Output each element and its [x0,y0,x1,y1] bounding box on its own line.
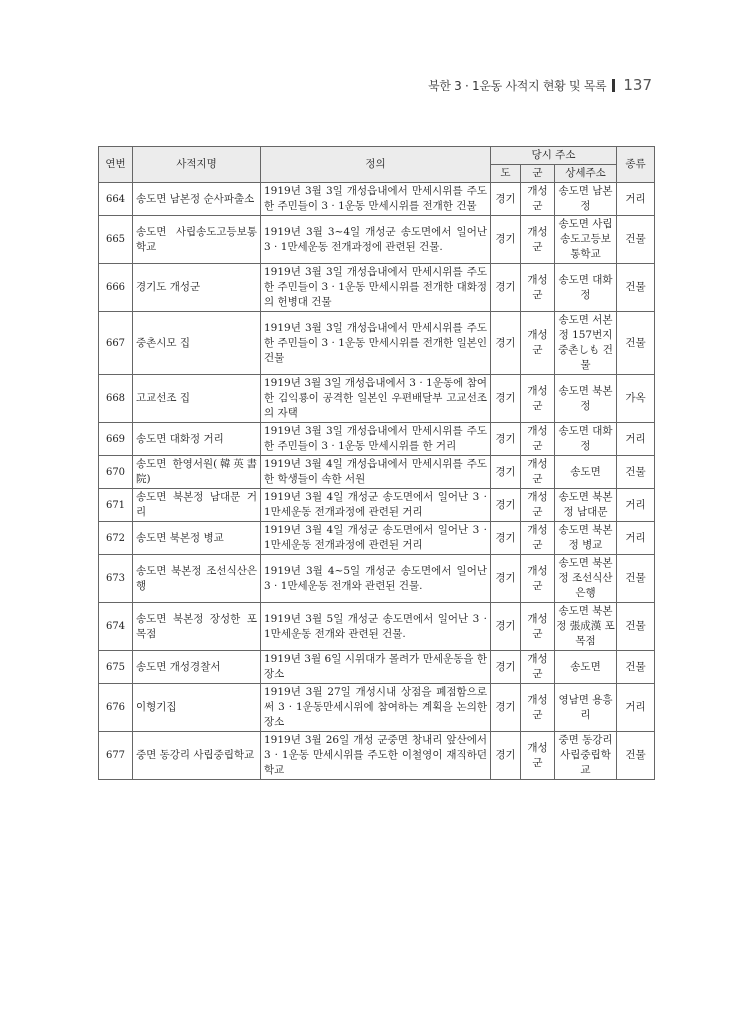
historic-sites-table [98,146,655,780]
detail-address-cell: 송도면 사립송도고등보통학교 [555,216,617,264]
row-number-cell: 674 [99,603,133,651]
row-number-cell: 668 [99,375,133,423]
table-row [99,732,655,780]
county-cell: 개성군 [521,312,555,375]
detail-address-cell: 송도면 북본정 張成漢 포목점 [555,603,617,651]
site-name-cell: 이형기집 [133,684,261,732]
province-cell: 경기 [491,684,521,732]
table-row [99,183,655,216]
site-definition-cell: 1919년 3월 5일 개성군 송도면에서 일어난 3 · 1만세운동 전개와 관련된 건물. [261,603,491,651]
province-cell: 경기 [491,423,521,456]
detail-address-cell: 송도면 북본정 병교 [555,522,617,555]
site-definition-cell: 1919년 3월 3~4일 개성군 송도면에서 일어난 3 · 1만세운동 전개과정에 관련된 건물. [261,216,491,264]
site-name-cell: 송도면 북본정 조선식산은행 [133,555,261,603]
detail-address-cell: 송도면 대화정 [555,264,617,312]
table-row [99,375,655,423]
table-row [99,522,655,555]
site-definition-cell: 1919년 3월 4~5일 개성군 송도면에서 일어난 3 · 1만세운동 전개와 관련된 건물. [261,555,491,603]
county-cell: 개성군 [521,264,555,312]
table-row [99,312,655,375]
row-number-cell: 672 [99,522,133,555]
detail-address-cell: 송도면 대화정 [555,423,617,456]
site-definition-cell: 1919년 3월 3일 개성읍내에서 만세시위를 주도한 주민들이 3 · 1운동 만세시위를 전개한 건물 [261,183,491,216]
site-definition-cell: 1919년 3월 4일 개성군 송도면에서 일어난 3 · 1만세운동 전개과정에 관련된 거리 [261,489,491,522]
site-kind-cell: 건물 [617,264,655,312]
province-cell: 경기 [491,375,521,423]
row-number-cell: 670 [99,456,133,489]
site-name-cell: 경기도 개성군 [133,264,261,312]
site-kind-cell: 건물 [617,555,655,603]
table-row [99,651,655,684]
site-name-cell: 중면 동강리 사립중립학교 [133,732,261,780]
site-kind-cell: 건물 [617,456,655,489]
table-row [99,684,655,732]
detail-address-cell: 송도면 서본정 157번지 중촌しも 건물 [555,312,617,375]
county-cell: 개성군 [521,216,555,264]
row-number-cell: 676 [99,684,133,732]
row-number-cell: 669 [99,423,133,456]
col-header-kind: 종류 [617,147,655,183]
province-cell: 경기 [491,183,521,216]
site-definition-cell: 1919년 3월 3일 개성읍내에서 만세시위를 주도한 주민들이 3 · 1운동 만세시위를 한 거리 [261,423,491,456]
site-definition-cell: 1919년 3월 4일 개성읍내에서 만세시위를 주도한 학생들이 속한 서원 [261,456,491,489]
site-kind-cell: 건물 [617,312,655,375]
table-row [99,603,655,651]
header-divider-bar [612,79,615,92]
running-title: 북한 3 · 1운동 사적지 현황 및 목록 [428,79,607,93]
province-cell: 경기 [491,555,521,603]
province-cell: 경기 [491,264,521,312]
site-name-cell: 송도면 북본정 장성한 포목점 [133,603,261,651]
site-name-cell: 송도면 개성경찰서 [133,651,261,684]
county-cell: 개성군 [521,456,555,489]
county-cell: 개성군 [521,522,555,555]
site-kind-cell: 거리 [617,489,655,522]
table-row [99,264,655,312]
site-kind-cell: 거리 [617,522,655,555]
col-header-num: 연번 [99,147,133,183]
col-header-county: 군 [521,165,555,183]
site-definition-cell: 1919년 3월 6일 시위대가 몰려가 만세운동을 한 장소 [261,651,491,684]
row-number-cell: 671 [99,489,133,522]
province-cell: 경기 [491,651,521,684]
site-name-cell: 송도면 북본정 병교 [133,522,261,555]
row-number-cell: 677 [99,732,133,780]
row-number-cell: 664 [99,183,133,216]
site-name-cell: 송도면 한영서원(韓英書院) [133,456,261,489]
site-name-cell: 송도면 남본정 순사파출소 [133,183,261,216]
site-definition-cell: 1919년 3월 3일 개성읍내에서 만세시위를 주도한 주민들이 3 · 1운동 만세시위를 전개한 일본인 건물 [261,312,491,375]
detail-address-cell: 영남면 용흥리 [555,684,617,732]
site-kind-cell: 건물 [617,216,655,264]
site-name-cell: 송도면 북본정 남대문 거리 [133,489,261,522]
detail-address-cell: 송도면 북본정 [555,375,617,423]
table-row [99,216,655,264]
province-cell: 경기 [491,312,521,375]
site-definition-cell: 1919년 3월 27일 개성시내 상점을 폐점함으로써 3 · 1운동만세시위에 참여하는 계획을 논의한 장소 [261,684,491,732]
row-number-cell: 665 [99,216,133,264]
col-header-name: 사적지명 [133,147,261,183]
site-definition-cell: 1919년 3월 3일 개성읍내에서 만세시위를 주도한 주민들이 3 · 1운동 만세시위를 전개한 대화정의 헌병대 건물 [261,264,491,312]
province-cell: 경기 [491,732,521,780]
site-definition-cell: 1919년 3월 26일 개성 군중면 창내리 앞산에서 3 · 1운동 만세시위를 주도한 이철영이 재직하던 학교 [261,732,491,780]
detail-address-cell: 송도면 북본정 조선식산은행 [555,555,617,603]
site-definition-cell: 1919년 3월 4일 개성군 송도면에서 일어난 3 · 1만세운동 전개과정에 관련된 거리 [261,522,491,555]
county-cell: 개성군 [521,732,555,780]
row-number-cell: 673 [99,555,133,603]
site-kind-cell: 건물 [617,651,655,684]
county-cell: 개성군 [521,183,555,216]
county-cell: 개성군 [521,489,555,522]
province-cell: 경기 [491,456,521,489]
detail-address-cell: 중면 동강리 사립중립학교 [555,732,617,780]
county-cell: 개성군 [521,684,555,732]
table-row [99,489,655,522]
detail-address-cell: 송도면 북본정 남대문 [555,489,617,522]
table-body [99,183,655,780]
site-definition-cell: 1919년 3월 3일 개성읍내에서 3 · 1운동에 참여한 김익룡이 공격한 일본인 우편배달부 고교선조의 자택 [261,375,491,423]
page-number: 137 [623,76,652,94]
table-row [99,555,655,603]
site-kind-cell: 건물 [617,732,655,780]
site-name-cell: 송도면 사립송도고등보통학교 [133,216,261,264]
county-cell: 개성군 [521,423,555,456]
province-cell: 경기 [491,216,521,264]
site-kind-cell: 건물 [617,603,655,651]
table-row [99,456,655,489]
site-kind-cell: 가옥 [617,375,655,423]
col-header-province: 도 [491,165,521,183]
detail-address-cell: 송도면 [555,456,617,489]
site-kind-cell: 거리 [617,423,655,456]
col-header-desc: 정의 [261,147,491,183]
site-name-cell: 중촌시모 집 [133,312,261,375]
row-number-cell: 675 [99,651,133,684]
detail-address-cell: 송도면 [555,651,617,684]
county-cell: 개성군 [521,651,555,684]
table-row [99,423,655,456]
col-header-address-group: 당시 주소 [491,147,617,165]
detail-address-cell: 송도면 남본정 [555,183,617,216]
county-cell: 개성군 [521,555,555,603]
county-cell: 개성군 [521,603,555,651]
site-name-cell: 고교선조 집 [133,375,261,423]
page-header [428,76,652,94]
county-cell: 개성군 [521,375,555,423]
province-cell: 경기 [491,603,521,651]
row-number-cell: 666 [99,264,133,312]
table-header [99,147,655,183]
col-header-detail: 상세주소 [555,165,617,183]
site-name-cell: 송도면 대화정 거리 [133,423,261,456]
province-cell: 경기 [491,489,521,522]
row-number-cell: 667 [99,312,133,375]
site-kind-cell: 거리 [617,684,655,732]
site-kind-cell: 거리 [617,183,655,216]
province-cell: 경기 [491,522,521,555]
